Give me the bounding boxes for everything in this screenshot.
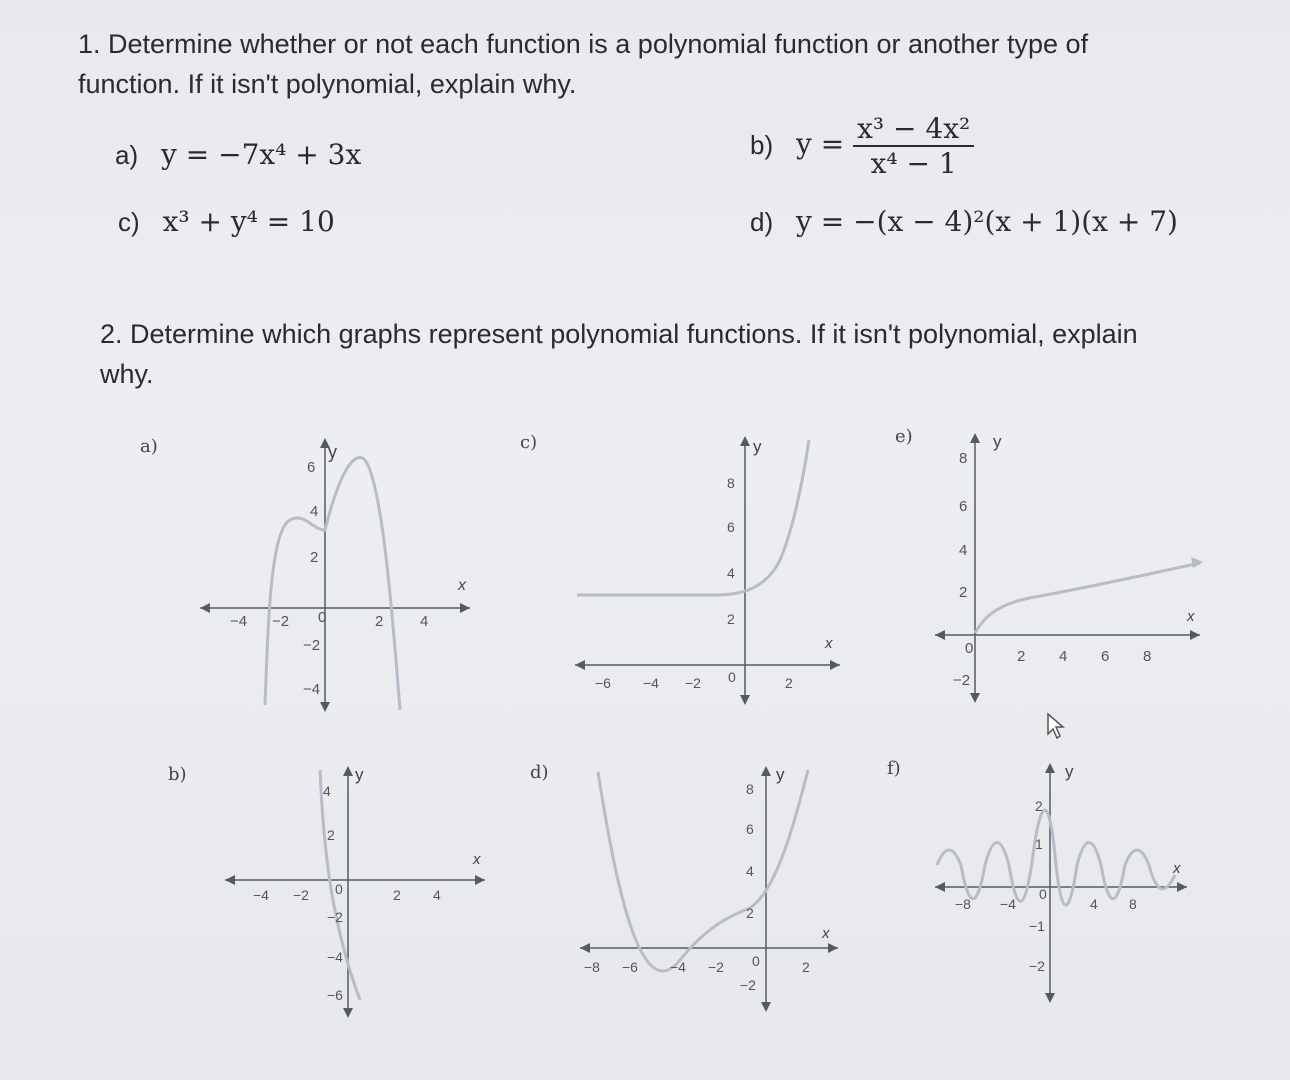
graph-a <box>190 430 480 720</box>
question-2 <box>100 314 1220 394</box>
graph-d-tick-x: −6 <box>622 959 638 975</box>
graph-c-tick-x: 2 <box>785 675 793 691</box>
graph-b-tick-x: 2 <box>393 887 401 903</box>
graph-d-label: d) <box>530 762 549 783</box>
graph-a-tick-y: 2 <box>310 549 319 566</box>
graph-b-label: b) <box>168 764 187 785</box>
question-2-line-2: why. <box>100 359 154 389</box>
graph-c-tick-x: −2 <box>685 675 701 691</box>
graph-c-curve <box>577 440 809 595</box>
question-1-line-1: 1. Determine whether or not each function is a polynomial function or another type of <box>78 29 1089 59</box>
graph-b-tick-x: −2 <box>293 887 309 903</box>
graph-a-tick-x: −4 <box>230 613 248 630</box>
graph-d-curve <box>598 770 808 971</box>
graph-d-tick-y: 8 <box>746 781 754 797</box>
question-2-line-1: 2. Determine which graphs represent polynomial functions. If it isn't polynomial, explain <box>100 319 1138 349</box>
q1-part-a-label: a) <box>115 140 139 170</box>
graph-e-tick-x: 8 <box>1143 648 1152 665</box>
graph-d-tick-x: −2 <box>708 959 724 975</box>
graph-b-tick-y: −4 <box>327 949 343 965</box>
graph-f-tick-y: −1 <box>1029 918 1045 934</box>
graph-c-tick-y: 8 <box>727 475 735 491</box>
graph-d <box>570 760 850 1020</box>
graph-b-tick-y: −2 <box>327 909 343 925</box>
q1-part-a <box>115 138 361 171</box>
graph-f-tick-x: 0 <box>1039 886 1047 902</box>
graph-b-tick-x: 0 <box>335 881 343 897</box>
graph-f-y-label: y <box>1065 762 1074 781</box>
graph-e-y-label: y <box>993 432 1002 451</box>
graph-a-tick-y: 4 <box>310 503 319 520</box>
graph-f-tick-x: −8 <box>955 896 971 912</box>
graph-a-x-label: x <box>458 577 466 594</box>
graph-b-tick-x: −4 <box>253 887 269 903</box>
graph-d-tick-y: 2 <box>746 905 754 921</box>
graph-e-tick-y: 2 <box>959 584 968 601</box>
graph-a-tick-x: 0 <box>318 609 327 626</box>
graph-e-tick-y: 8 <box>959 450 968 467</box>
graph-b <box>215 760 495 1030</box>
graph-a-tick-y: −4 <box>303 681 321 698</box>
graph-c-tick-x: −6 <box>595 675 611 691</box>
graph-f-curve <box>937 810 1175 905</box>
graph-e-tick-x: 6 <box>1101 648 1110 665</box>
question-1-line-2: function. If it isn't polynomial, explain why. <box>78 69 577 99</box>
graph-f-tick-x: 8 <box>1129 896 1137 912</box>
graph-c-tick-y: 4 <box>727 565 735 581</box>
graph-b-y-label: y <box>355 765 364 784</box>
graph-b-tick-x: 4 <box>433 887 441 903</box>
graph-d-tick-x: 2 <box>802 959 810 975</box>
graph-a-y-label: y <box>328 442 337 462</box>
graph-e-tick-y: 6 <box>959 498 968 515</box>
graph-f <box>925 755 1200 1010</box>
q1-part-c <box>118 205 335 238</box>
graph-f-tick-y: 2 <box>1035 798 1043 814</box>
graph-e-tick-x: 0 <box>965 640 974 657</box>
graph-d-tick-x: 0 <box>752 953 760 969</box>
graph-a-tick-x: 2 <box>375 613 384 630</box>
graph-e-tick-x: 2 <box>1017 648 1026 665</box>
graph-e-curve <box>975 563 1200 633</box>
graph-c-x-label: x <box>825 635 833 652</box>
graph-e-label: e) <box>895 426 913 447</box>
graph-d-tick-y: 6 <box>746 821 754 837</box>
graph-f-tick-y: 1 <box>1035 836 1043 852</box>
q1-part-b <box>750 112 974 180</box>
graph-e-tick-y: −2 <box>953 672 971 689</box>
graph-b-x-label: x <box>473 851 481 868</box>
graph-f-tick-y: −2 <box>1029 958 1045 974</box>
q1-part-d-label: d) <box>750 207 774 237</box>
graph-e-tick-x: 4 <box>1059 648 1068 665</box>
graph-c-tick-y: 2 <box>727 611 735 627</box>
q1-part-d-expr: y = −(x − 4)²(x + 1)(x + 7) <box>796 205 1178 238</box>
q1-part-c-expr: x³ + y⁴ = 10 <box>162 205 335 238</box>
graph-d-tick-x: −4 <box>670 959 686 975</box>
q1-part-b-lhs: y = <box>796 127 845 161</box>
graph-b-tick-y: 2 <box>327 827 335 843</box>
graph-c-tick-x: 0 <box>728 669 736 685</box>
graph-a-tick-y: 6 <box>307 459 316 476</box>
graph-c-tick-x: −4 <box>643 675 659 691</box>
q1-part-b-numerator: x³ − 4x² <box>853 112 974 147</box>
graph-c <box>565 430 855 710</box>
question-1 <box>78 24 1198 104</box>
graph-e-tick-y: 4 <box>959 542 968 559</box>
q1-part-a-expr: y = −7x⁴ + 3x <box>161 138 362 171</box>
graph-a-tick-y: −2 <box>303 637 321 654</box>
graph-f-tick-x: 4 <box>1090 896 1098 912</box>
mouse-cursor-icon <box>1044 712 1070 742</box>
graph-b-tick-y: 4 <box>323 783 331 799</box>
graph-c-label: c) <box>520 432 538 453</box>
graph-f-x-label: x <box>1173 860 1181 877</box>
graph-d-y-label: y <box>776 765 785 784</box>
graph-c-tick-y: 6 <box>727 519 735 535</box>
graph-d-tick-y: −2 <box>740 977 756 993</box>
q1-part-b-label: b) <box>750 129 774 160</box>
graph-b-tick-y: −6 <box>327 987 343 1003</box>
graph-e-x-label: x <box>1187 608 1195 625</box>
q1-part-b-denominator: x⁴ − 1 <box>870 147 957 180</box>
graph-a-label: a) <box>140 436 158 457</box>
graph-a-curve <box>265 458 400 710</box>
graph-f-tick-x: −4 <box>1000 896 1016 912</box>
graph-a-tick-x: 4 <box>420 613 429 630</box>
graph-d-x-label: x <box>822 925 830 942</box>
q1-part-c-label: c) <box>118 207 140 237</box>
graph-f-label: f) <box>887 758 901 779</box>
graph-e <box>925 425 1215 710</box>
graph-d-tick-x: −8 <box>584 959 600 975</box>
q1-part-d <box>750 205 1178 238</box>
graph-d-tick-y: 4 <box>746 863 754 879</box>
q1-part-b-fraction <box>853 112 974 180</box>
graph-a-tick-x: −2 <box>272 613 290 630</box>
graph-c-y-label: y <box>753 437 762 456</box>
